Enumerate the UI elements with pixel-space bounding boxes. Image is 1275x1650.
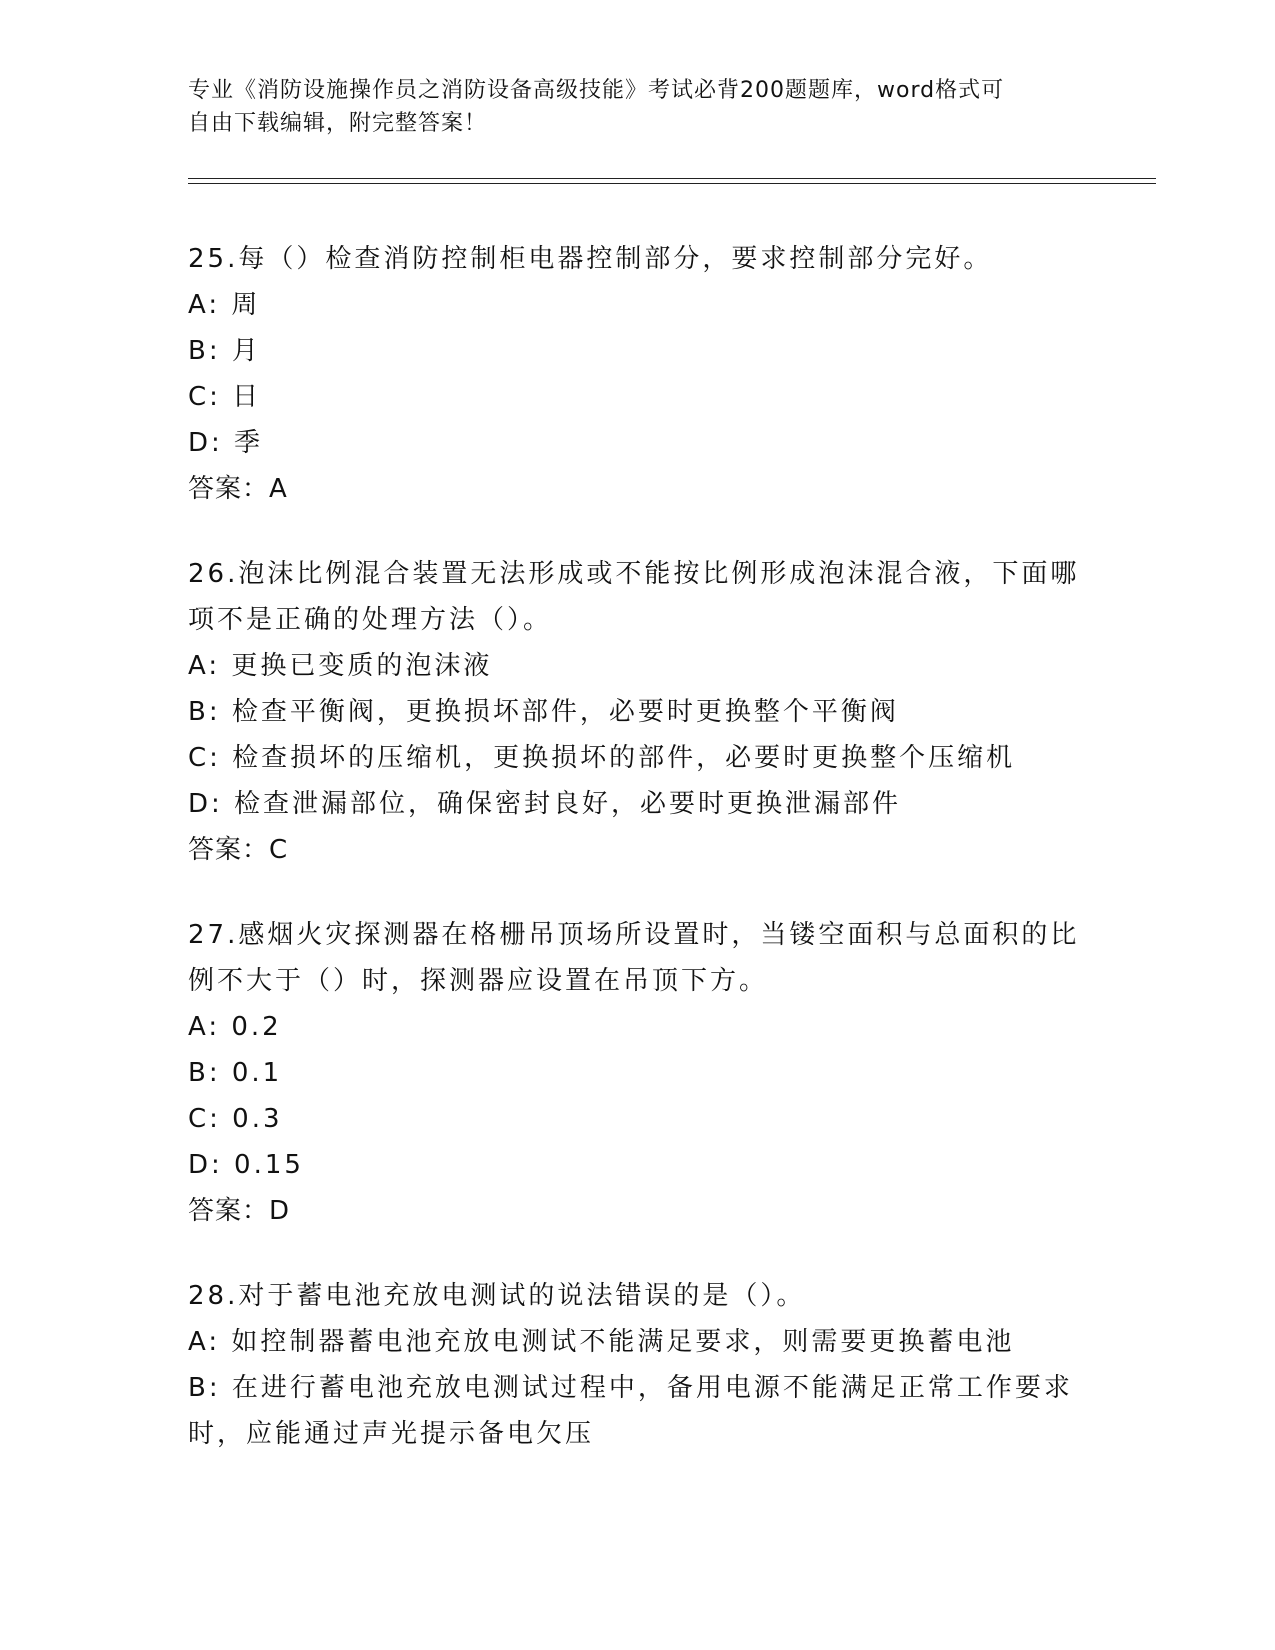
question-28 [188,1273,1088,1457]
answer-label: 答案：C [188,835,289,865]
option-b-continued: 时，应能通过声光提示备电欠压 [188,1419,595,1449]
question-27 [188,912,1088,1234]
question-text-continued: 例不大于（）时，探测器应设置在吊顶下方。 [188,966,769,996]
option-b: B: 检查平衡阀，更换损坏部件，必要时更换整个平衡阀 [188,697,899,727]
question-26 [188,551,1088,873]
header-line-2: 自由下载编辑，附完整答案！ [188,111,488,136]
question-text: 27.感烟火灾探测器在格栅吊顶场所设置时，当镂空面积与总面积的比 [188,920,1080,950]
option-b: B: 在进行蓄电池充放电测试过程中，备用电源不能满足正常工作要求 [188,1373,1073,1403]
document-header [188,74,1088,140]
option-b: B: 0.1 [188,1058,283,1088]
option-d: D: 检查泄漏部位，确保密封良好，必要时更换泄漏部件 [188,789,902,819]
option-a: A: 如控制器蓄电池充放电测试不能满足要求，则需要更换蓄电池 [188,1327,1015,1357]
question-text-continued: 项不是正确的处理方法（）。 [188,605,553,635]
question-25 [188,236,1088,512]
question-list [188,236,1088,1496]
header-line-1: 专业《消防设施操作员之消防设备高级技能》考试必背200题题库，word格式可 [188,78,1005,103]
option-d: D: 0.15 [188,1150,304,1180]
answer-label: 答案：A [188,474,288,504]
option-a: A: 0.2 [188,1012,282,1042]
option-c: C: 检查损坏的压缩机，更换损坏的部件，必要时更换整个压缩机 [188,743,1016,773]
question-text: 25.每（）检查消防控制柜电器控制部分，要求控制部分完好。 [188,244,993,274]
option-a: A: 更换已变质的泡沫液 [188,651,493,681]
question-text: 26.泡沫比例混合装置无法形成或不能按比例形成泡沫混合液，下面哪 [188,559,1080,589]
question-text: 28.对于蓄电池充放电测试的说法错误的是（）。 [188,1281,806,1311]
option-c: C: 0.3 [188,1104,283,1134]
header-divider-top [188,178,1156,179]
option-b: B: 月 [188,336,261,366]
option-a: A: 周 [188,290,261,320]
header-divider-bottom [188,183,1156,184]
answer-label: 答案：D [188,1196,291,1226]
option-c: C: 日 [188,382,262,412]
option-d: D: 季 [188,428,264,458]
